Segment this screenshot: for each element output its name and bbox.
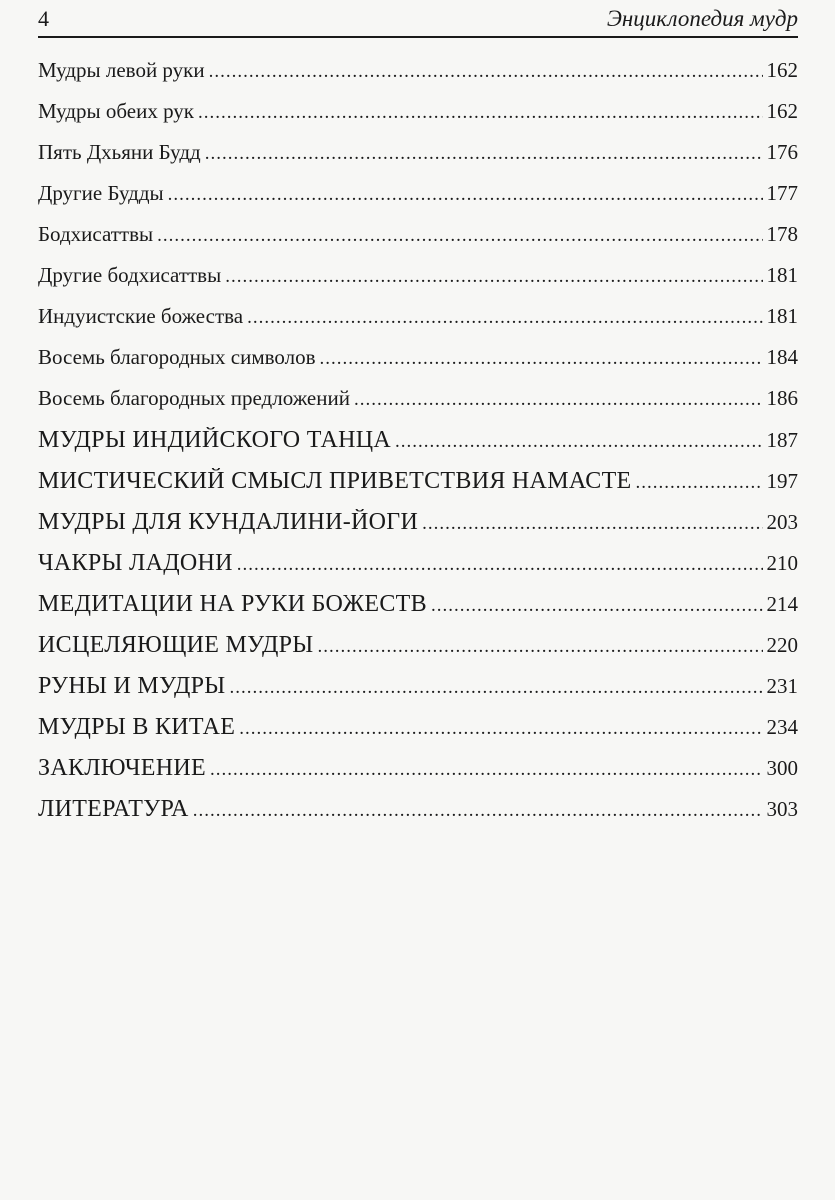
toc-entry-title: Восемь благородных символов bbox=[38, 345, 316, 369]
toc-dot-leader bbox=[354, 389, 763, 411]
toc-entry-title: Другие бодхисаттвы bbox=[38, 263, 222, 287]
toc-entry bbox=[38, 591, 798, 632]
toc-entry-title: Мудры левой руки bbox=[38, 58, 205, 82]
toc-dot-leader bbox=[239, 718, 762, 740]
toc-entry bbox=[38, 673, 798, 714]
toc-entry-title: Бодхисаттвы bbox=[38, 222, 154, 246]
toc-entry-title: ЧАКРЫ ЛАДОНИ bbox=[38, 550, 233, 576]
toc-dot-leader bbox=[225, 266, 762, 288]
toc-entry-page: 181 bbox=[766, 304, 798, 328]
running-title: Энциклопедия мудр bbox=[606, 6, 798, 31]
toc-entry-title: Восемь благородных предложений bbox=[38, 386, 350, 410]
toc-entry-page: 178 bbox=[766, 222, 798, 246]
toc-entry-page: 234 bbox=[766, 715, 798, 739]
toc-entry-title: МЕДИТАЦИИ НА РУКИ БОЖЕСТВ bbox=[38, 591, 427, 617]
toc-entry-page: 177 bbox=[766, 181, 798, 205]
table-of-contents bbox=[38, 58, 798, 837]
toc-entry-page: 187 bbox=[766, 428, 798, 452]
toc-entry-page: 162 bbox=[766, 99, 798, 123]
toc-entry bbox=[38, 386, 798, 427]
toc-entry bbox=[38, 58, 798, 99]
toc-entry-title: МИСТИЧЕСКИЙ СМЫСЛ ПРИВЕТСТВИЯ НАМАСТЕ bbox=[38, 468, 632, 494]
toc-entry-title: МУДРЫ ИНДИЙСКОГО ТАНЦА bbox=[38, 427, 392, 453]
toc-dot-leader bbox=[320, 348, 763, 370]
toc-entry bbox=[38, 222, 798, 263]
toc-entry-title: ЗАКЛЮЧЕНИЕ bbox=[38, 755, 206, 781]
toc-entry-page: 303 bbox=[766, 797, 798, 821]
toc-entry bbox=[38, 755, 798, 796]
toc-entry bbox=[38, 345, 798, 386]
toc-entry-title: МУДРЫ В КИТАЕ bbox=[38, 714, 236, 740]
toc-entry bbox=[38, 263, 798, 304]
toc-dot-leader bbox=[209, 61, 763, 83]
toc-dot-leader bbox=[157, 225, 762, 247]
toc-entry-page: 231 bbox=[766, 674, 798, 698]
toc-entry bbox=[38, 632, 798, 673]
page-header bbox=[38, 8, 798, 38]
toc-dot-leader bbox=[431, 595, 763, 617]
toc-entry bbox=[38, 550, 798, 591]
toc-entry-title: МУДРЫ ДЛЯ КУНДАЛИНИ-ЙОГИ bbox=[38, 509, 419, 535]
toc-dot-leader bbox=[636, 472, 763, 494]
toc-entry-page: 197 bbox=[766, 469, 798, 493]
toc-entry bbox=[38, 796, 798, 837]
toc-entry-page: 214 bbox=[766, 592, 798, 616]
toc-entry-page: 300 bbox=[766, 756, 798, 780]
toc-dot-leader bbox=[247, 307, 762, 329]
toc-entry-title: Индуистские божества bbox=[38, 304, 244, 328]
toc-dot-leader bbox=[210, 759, 763, 781]
toc-entry-page: 203 bbox=[766, 510, 798, 534]
toc-dot-leader bbox=[230, 677, 763, 699]
toc-entry-page: 162 bbox=[766, 58, 798, 82]
toc-entry-page: 184 bbox=[766, 345, 798, 369]
toc-dot-leader bbox=[168, 184, 763, 206]
toc-entry-title: РУНЫ И МУДРЫ bbox=[38, 673, 226, 699]
toc-entry bbox=[38, 99, 798, 140]
toc-dot-leader bbox=[318, 636, 763, 658]
toc-entry-page: 220 bbox=[766, 633, 798, 657]
toc-entry-page: 181 bbox=[766, 263, 798, 287]
toc-entry-page: 186 bbox=[766, 386, 798, 410]
toc-dot-leader bbox=[193, 800, 763, 822]
toc-dot-leader bbox=[198, 102, 762, 124]
toc-entry bbox=[38, 304, 798, 345]
toc-entry-page: 176 bbox=[766, 140, 798, 164]
toc-entry-title: ИСЦЕЛЯЮЩИЕ МУДРЫ bbox=[38, 632, 314, 658]
toc-entry-title: Пять Дхьяни Будд bbox=[38, 140, 201, 164]
toc-entry-title: Другие Будды bbox=[38, 181, 164, 205]
toc-entry bbox=[38, 181, 798, 222]
toc-entry bbox=[38, 468, 798, 509]
toc-dot-leader bbox=[422, 513, 762, 535]
toc-entry-page: 210 bbox=[766, 551, 798, 575]
toc-entry bbox=[38, 427, 798, 468]
toc-dot-leader bbox=[395, 431, 762, 453]
page-number: 4 bbox=[38, 6, 49, 31]
toc-entry bbox=[38, 140, 798, 181]
toc-entry-title: Мудры обеих рук bbox=[38, 99, 195, 123]
toc-entry bbox=[38, 509, 798, 550]
toc-entry bbox=[38, 714, 798, 755]
toc-dot-leader bbox=[205, 143, 763, 165]
toc-entry-title: ЛИТЕРАТУРА bbox=[38, 796, 189, 822]
toc-dot-leader bbox=[237, 554, 763, 576]
